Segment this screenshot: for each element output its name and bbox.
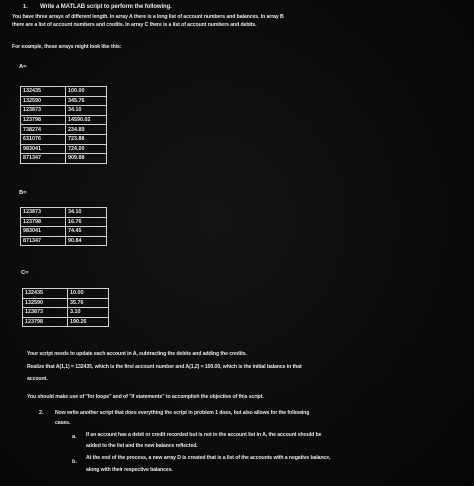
array-b-row — [21, 236, 107, 246]
array-b-row — [21, 227, 107, 237]
array-a-account-cell: 631076 — [21, 134, 66, 144]
intro-line-2: there are a list of account numbers and credits. In array C there is a list of account numbers and debits. — [12, 22, 257, 28]
problem-2-line-2: cases. — [55, 420, 71, 426]
case-b-label: b. — [72, 459, 77, 465]
intro-line-1: You have three arrays of different length. In array A there is a long list of account numbers and balances. In array B — [12, 14, 284, 20]
array-b-row — [21, 208, 107, 218]
instruction-line-2: Realize that A(1,1) = 132435, which is the first account number and A(1,2) = 100.00, which is the initial balance in that — [27, 364, 302, 370]
array-a-table — [20, 86, 107, 164]
array-a-row — [21, 134, 107, 144]
case-a-line-2: added to the list and the new balance reflected. — [86, 443, 198, 449]
instruction-line-4: You should make use of "for loops" and of "if statements" to accomplish the objective of this script. — [27, 394, 264, 400]
array-a-amount-cell: 724.00 — [66, 144, 107, 154]
array-a-account-cell: 132590 — [21, 96, 66, 106]
problem-1-title: Write a MATLAB script to perform the following. — [40, 4, 172, 10]
array-a-amount-cell: 14590.02 — [66, 115, 107, 125]
array-c-row — [23, 298, 109, 308]
array-c-row — [23, 308, 109, 318]
array-c-label: C= — [21, 270, 29, 276]
array-b-amount-cell: 34.10 — [66, 208, 107, 218]
array-b-amount-cell: 16.76 — [66, 217, 107, 227]
array-c-amount-cell: 35.76 — [68, 298, 109, 308]
array-a-account-cell: 983041 — [21, 144, 66, 154]
case-a-line-1: If an account has a debit or credit recorded but is not in the account list in A, the account should be — [86, 432, 322, 438]
array-a-account-cell: 871347 — [21, 154, 66, 164]
array-a-amount-cell: 723.88 — [66, 134, 107, 144]
array-a-row — [21, 96, 107, 106]
array-b-amount-cell: 74.45 — [66, 227, 107, 237]
array-a-account-cell: 123798 — [21, 115, 66, 125]
case-b-line-2: along with their respective balances. — [86, 467, 173, 473]
array-a-row — [21, 154, 107, 164]
array-a-amount-cell: 100.00 — [66, 87, 107, 97]
array-a-row — [21, 106, 107, 116]
array-a-row — [21, 115, 107, 125]
array-c-amount-cell: 10.00 — [68, 289, 109, 299]
array-c-amount-cell: 3.10 — [68, 308, 109, 318]
array-a-amount-cell: 345.76 — [66, 96, 107, 106]
array-c-row — [23, 289, 109, 299]
array-a-row — [21, 87, 107, 97]
case-b-line-1: At the end of the process, a new array D is created that is a list of the accounts with a negative balance, — [86, 455, 331, 461]
array-b-row — [21, 217, 107, 227]
array-a-amount-cell: 909.88 — [66, 154, 107, 164]
array-b-account-cell: 871347 — [21, 236, 66, 246]
array-b-table — [20, 207, 107, 246]
array-c-account-cell: 123798 — [23, 317, 68, 327]
array-c-account-cell: 123873 — [23, 308, 68, 318]
array-b-label: B= — [19, 190, 27, 196]
array-a-amount-cell: 34.10 — [66, 106, 107, 116]
example-line: For example, these arrays might look like this: — [12, 44, 122, 50]
instruction-line-3: account. — [27, 376, 48, 382]
case-a-label: a. — [72, 434, 77, 440]
array-a-row — [21, 144, 107, 154]
problem-2-line-1: Now write another script that does everything the script in problem 1 does, but also allows for the following — [55, 410, 310, 416]
array-a-amount-cell: 234.89 — [66, 125, 107, 135]
array-a-account-cell: 738274 — [21, 125, 66, 135]
array-b-account-cell: 983041 — [21, 227, 66, 237]
problem-1-number: 1. — [23, 4, 28, 10]
array-c-account-cell: 132435 — [23, 289, 68, 299]
problem-2-number: 2. — [39, 410, 44, 416]
array-b-amount-cell: 90.84 — [66, 236, 107, 246]
array-b-account-cell: 123798 — [21, 217, 66, 227]
array-b-account-cell: 123873 — [21, 208, 66, 218]
instruction-line-1: Your script needs to update each account in A, subtracting the debits and adding the credits. — [27, 351, 247, 357]
array-a-account-cell: 132435 — [21, 87, 66, 97]
array-a-account-cell: 123873 — [21, 106, 66, 116]
array-a-label: A= — [19, 64, 27, 70]
array-c-table — [22, 288, 109, 327]
array-a-row — [21, 125, 107, 135]
array-c-account-cell: 132590 — [23, 298, 68, 308]
array-c-row — [23, 317, 109, 327]
array-c-amount-cell: 190.26 — [68, 317, 109, 327]
